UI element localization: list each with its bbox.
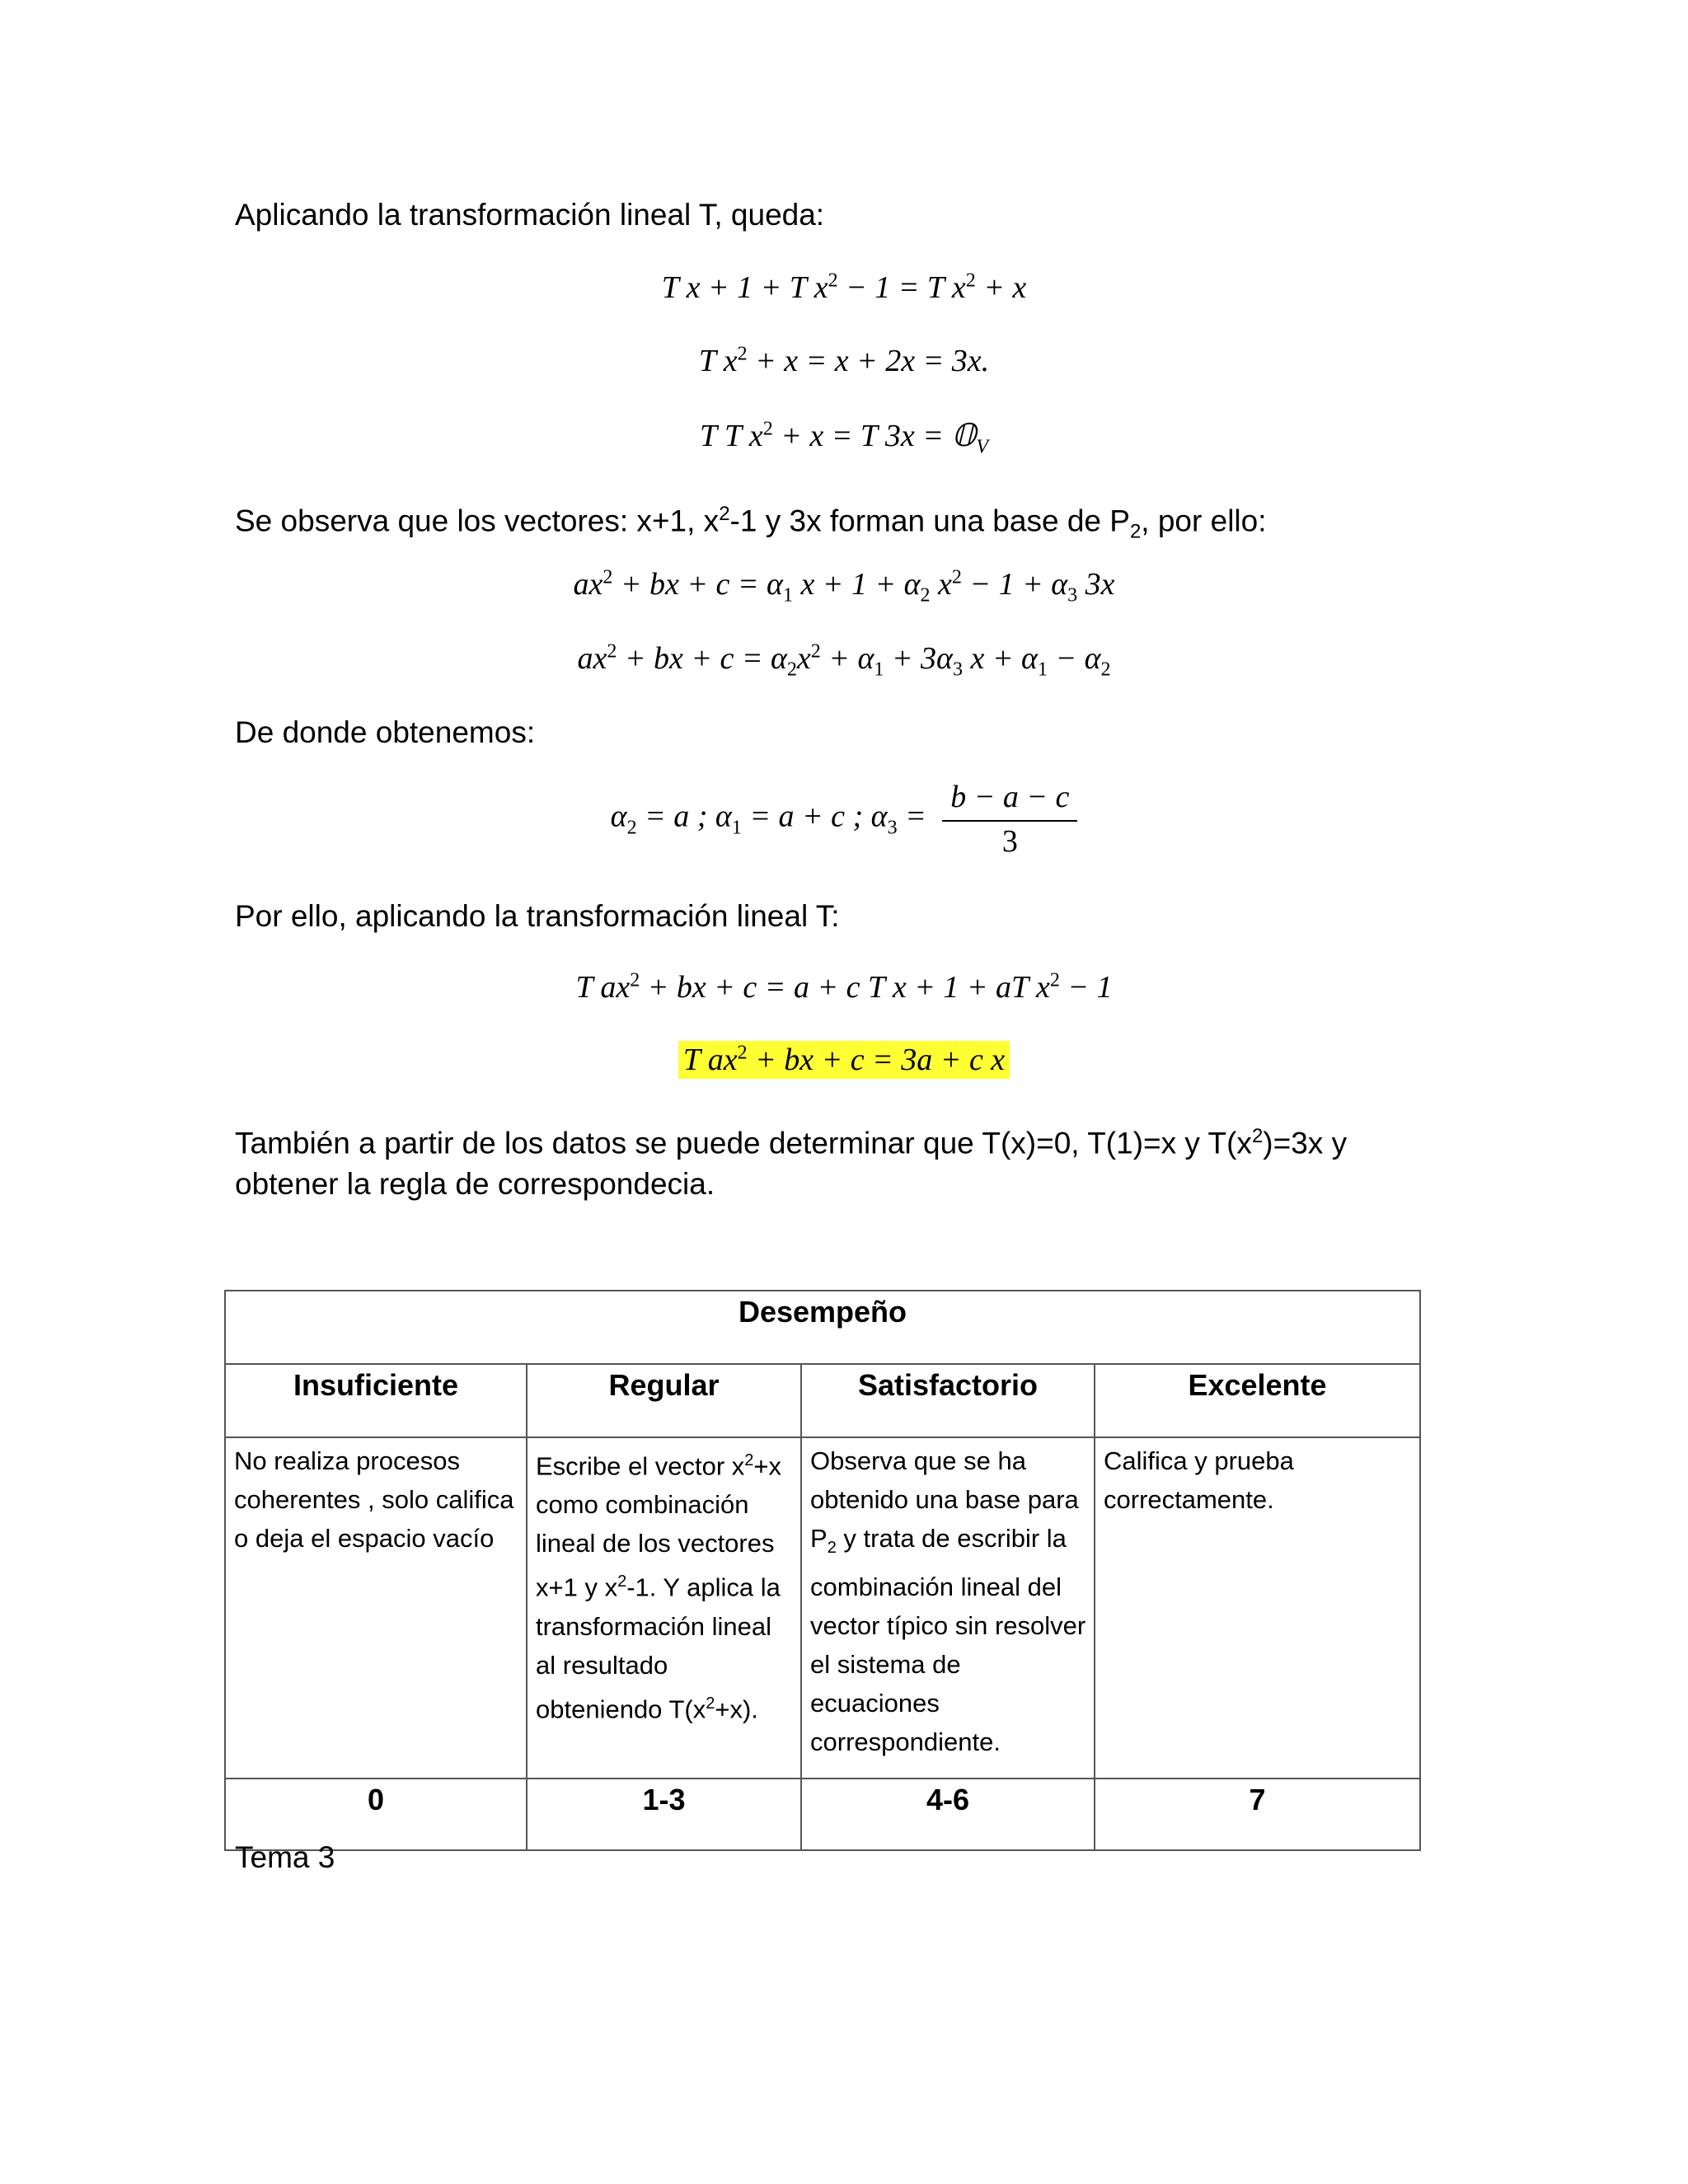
equation-2: T $x^2 + x = x + 2x = 3x$. — [698, 343, 990, 378]
rubric-title: Desempeño — [225, 1291, 1420, 1364]
equation-8-highlighted — [0, 1042, 1688, 1078]
desc-insuficiente: No realiza procesos coherentes , solo califica o deja el espacio vacío — [225, 1437, 527, 1779]
also-sentence-line1: También a partir de los datos se puede determinar que T(x)=0, T(1)=x y $T(x^2)=3x$ y — [235, 1125, 1348, 1160]
rubric-description-row — [225, 1437, 1420, 1779]
header-insuficiente: Insuficiente — [225, 1364, 527, 1437]
rubric-table — [224, 1290, 1421, 1851]
fraction — [942, 779, 1077, 860]
apply-sentence: Por ello, aplicando la transformación lineal T: — [235, 899, 840, 933]
score-regular: 1-3 — [527, 1779, 801, 1850]
equation-5: $ax^2$ + bx + $c = \alpha_2x^2 + \alpha_1 + 3\alpha_3$ $x + \alpha_1 - \alpha_2$ — [577, 640, 1111, 681]
desc-excelente: Califica y prueba correctamente. — [1095, 1437, 1420, 1779]
score-satisfactorio: 4-6 — [801, 1779, 1095, 1850]
equation-7: T $ax^2$ + bx + c = a + c T x + 1 + aT $x^2 - 1$ — [575, 969, 1113, 1005]
score-insuficiente: 0 — [225, 1779, 527, 1850]
rubric-score-row — [225, 1779, 1420, 1850]
fraction-denominator: 3 — [1001, 824, 1018, 859]
intro-text: Aplicando la transformación lineal T, queda: — [235, 198, 825, 232]
result-highlight: T $ax^2$ + bx + c = 3a + c x — [678, 1041, 1010, 1079]
score-excelente: 7 — [1095, 1779, 1420, 1850]
equation-6: $\alpha_2 = a$ ; $\alpha_1 = a + c$ ; $\alpha_3$ = $\frac{b - a - c}{3}$ — [0, 779, 1688, 860]
header-satisfactorio: Satisfactorio — [801, 1364, 1095, 1437]
header-excelente: Excelente — [1095, 1364, 1420, 1437]
footer-label: Tema 3 — [235, 1840, 335, 1874]
basis-sentence: Se observa que los vectores: x+1, $x^2-1$ y 3x forman una base de $P_2$, por ello: — [235, 503, 1267, 543]
equation-3: T T $x^2 + x = T$ 3x = 𝕆$_V$ — [700, 418, 988, 458]
also-sentence-line2: obtener la regla de correspondecia. — [235, 1167, 715, 1201]
desc-regular: Escribe el vector $x^2+x$ como combinación lineal de los vectores x+1 y $x^2-1$. Y aplica la transformación lineal al resultado obteniendo $T(x^2+x)$. — [527, 1437, 801, 1779]
equation-1: T x + 1 + T $x^2 - 1 = T$ $x^2 + x$ — [661, 269, 1027, 305]
header-regular: Regular — [527, 1364, 801, 1437]
fraction-numerator: b − a − c — [942, 779, 1077, 822]
equation-4: $ax^2$ + bx + $c = \alpha_1$ $x + 1 + \alpha_2$ $x^2 - 1 + \alpha_3$ 3x — [573, 566, 1115, 607]
rubric-header-row — [225, 1364, 1420, 1437]
obtain-sentence: De donde obtenemos: — [235, 715, 536, 749]
desc-satisfactorio: Observa que se ha obtenido una base para $P_2$ y trata de escribir la combinación lineal del vector típico sin resolver el sistema de ecuaciones correspondiente. — [801, 1437, 1095, 1779]
